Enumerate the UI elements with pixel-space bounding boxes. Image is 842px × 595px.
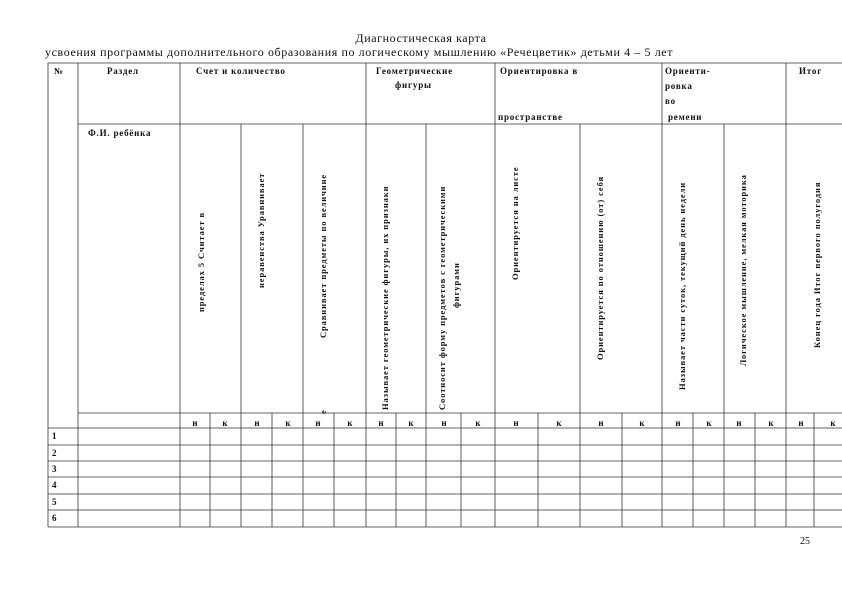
row-number: 2 (52, 448, 57, 458)
number-header: № (54, 66, 64, 76)
row-number: 4 (52, 480, 57, 490)
sub-label: н (598, 418, 604, 428)
sub-label: к (768, 418, 774, 428)
sub-label: н (441, 418, 447, 428)
sub-label: к (639, 418, 645, 428)
sub-label: к (475, 418, 481, 428)
sub-label: н (798, 418, 804, 428)
chart-subtitle: усвоения программы дополнительного образования по логическому мышлению «Речецветик» детьми 4 – 5 лет (45, 45, 674, 59)
column-header-compare-size: Сравнивает предметы по величине (318, 173, 328, 338)
column-header-logic-motor: Логическое мышление, мелкая моторика (738, 174, 748, 366)
sub-label: к (285, 418, 291, 428)
sub-label: н (315, 418, 321, 428)
sub-label: н (192, 418, 198, 428)
chart-title: Диагностическая карта (355, 31, 487, 45)
sub-label: н (378, 418, 384, 428)
orientation-space-header-line2: пространстве (498, 112, 563, 122)
orientation-time-header-line1: Ориенти- (665, 66, 711, 76)
column-header-match-shapes-line2: фигурами (451, 262, 461, 308)
page-number: 25 (800, 536, 810, 547)
sub-label: к (408, 418, 414, 428)
sub-label: н (675, 418, 681, 428)
column-header-orient-self: Ориентируется по отношению (от) себя (595, 175, 605, 360)
orientation-space-header-line1: Ориентировка в (500, 66, 578, 76)
section-header: Раздел (107, 66, 139, 76)
column-header-match-shapes: Соотносит форму предметов с геометрическими (437, 185, 447, 410)
row-number: 1 (52, 431, 57, 441)
sub-label: к (830, 418, 836, 428)
column-header-year-totals: Конец года Итог первого полугодия (812, 181, 822, 348)
column-header-count-to-5: пределах 5 Считает в (196, 211, 206, 312)
total-header: Итог (799, 66, 823, 76)
orientation-time-header-line4: ремени (668, 112, 703, 122)
column-header-compare-size-tail: е (318, 409, 328, 414)
count-header: Счет и количество (196, 66, 286, 76)
row-number: 6 (52, 513, 57, 523)
column-header-equalize: неравенства Уравнивает (256, 172, 266, 288)
sub-label: к (556, 418, 562, 428)
child-name-header: Ф.И. ребёнка (88, 128, 152, 138)
column-header-time-parts: Называет части суток, текущий день недели (677, 181, 687, 390)
geometry-header-line1: Геометрические (376, 66, 453, 76)
orientation-time-header-line3: во (665, 96, 676, 106)
sub-label: н (513, 418, 519, 428)
row-number: 3 (52, 464, 57, 474)
sub-label: н (736, 418, 742, 428)
row-number: 5 (52, 497, 57, 507)
sub-label: к (347, 418, 353, 428)
geometry-header-line2: фигуры (395, 80, 432, 90)
sub-label: к (222, 418, 228, 428)
column-header-name-shapes: Называет геометрические фигуры, их признаки (380, 185, 390, 410)
orientation-time-header-line2: ровка (665, 81, 693, 91)
column-header-orient-sheet: Ориентируется на листе (510, 166, 520, 280)
sub-label: н (254, 418, 260, 428)
sub-label: к (706, 418, 712, 428)
